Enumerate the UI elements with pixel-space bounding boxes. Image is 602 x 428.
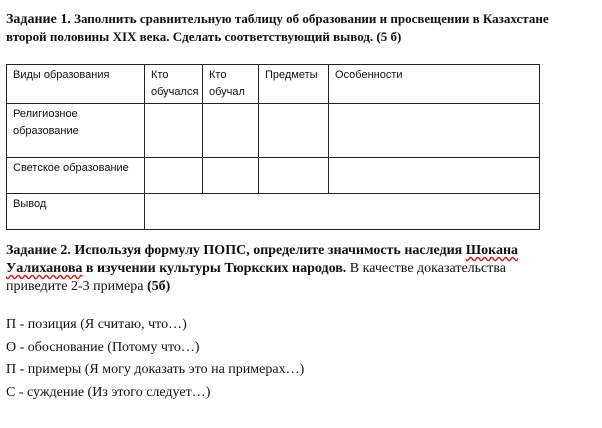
task2-points: (5б) xyxy=(146,279,171,294)
empty-cell[interactable] xyxy=(259,104,329,158)
empty-cell[interactable] xyxy=(329,158,540,194)
task2-bold-part1: Задание 2. Используя формулу ПОПС, определите значимость наследия xyxy=(6,243,463,258)
task1-heading-line1: Заполнить сравнительную таблицу об образовании и просвещении в Казахстане xyxy=(74,11,549,26)
popc-examples: П - примеры (Я могу доказать это на примерах…) xyxy=(6,362,305,377)
row-label-religious: Религиозное образование xyxy=(7,104,145,158)
popc-position: П - позиция (Я считаю, что…) xyxy=(6,317,187,332)
empty-cell[interactable] xyxy=(329,104,540,158)
conclusion-cell[interactable] xyxy=(145,194,540,230)
comparison-table xyxy=(6,64,540,230)
table-row xyxy=(7,194,540,230)
task1-heading xyxy=(6,10,586,45)
header-who-taught: Кто обучал xyxy=(203,65,259,104)
row-label-conclusion: Вывод xyxy=(7,194,145,230)
row-label-secular: Светское образование xyxy=(7,158,145,194)
task1-prefix: Задание 1. xyxy=(6,12,71,27)
popc-list xyxy=(6,314,304,404)
popc-judgment: С - суждение (Из этого следует…) xyxy=(6,384,211,400)
table-row xyxy=(7,158,540,194)
empty-cell[interactable] xyxy=(203,104,259,158)
task2-normal-part: В качестве доказательства приведите 2-3 примера xyxy=(6,261,507,294)
header-education-types: Виды образования xyxy=(7,65,145,104)
empty-cell[interactable] xyxy=(145,158,203,194)
task2-name-last: Уалиханова xyxy=(6,261,83,276)
header-features: Особенности xyxy=(329,65,540,104)
empty-cell[interactable] xyxy=(259,158,329,194)
task2-text xyxy=(6,242,566,296)
table-row xyxy=(7,104,540,158)
header-who-studied: Кто обучался xyxy=(145,65,203,104)
task1-heading-line2: второй половины XIX века. Сделать соответствующий вывод. (5 б) xyxy=(6,29,402,44)
task2-name-first: Шокана xyxy=(465,243,519,258)
empty-cell[interactable] xyxy=(145,104,203,158)
popc-reasoning: О - обоснование (Потому что…) xyxy=(6,339,200,355)
task2-bold-part2: в изучении культуры Тюркских народов. xyxy=(85,261,347,276)
empty-cell[interactable] xyxy=(203,158,259,194)
header-subjects: Предметы xyxy=(259,65,329,104)
table-header-row xyxy=(7,65,540,104)
